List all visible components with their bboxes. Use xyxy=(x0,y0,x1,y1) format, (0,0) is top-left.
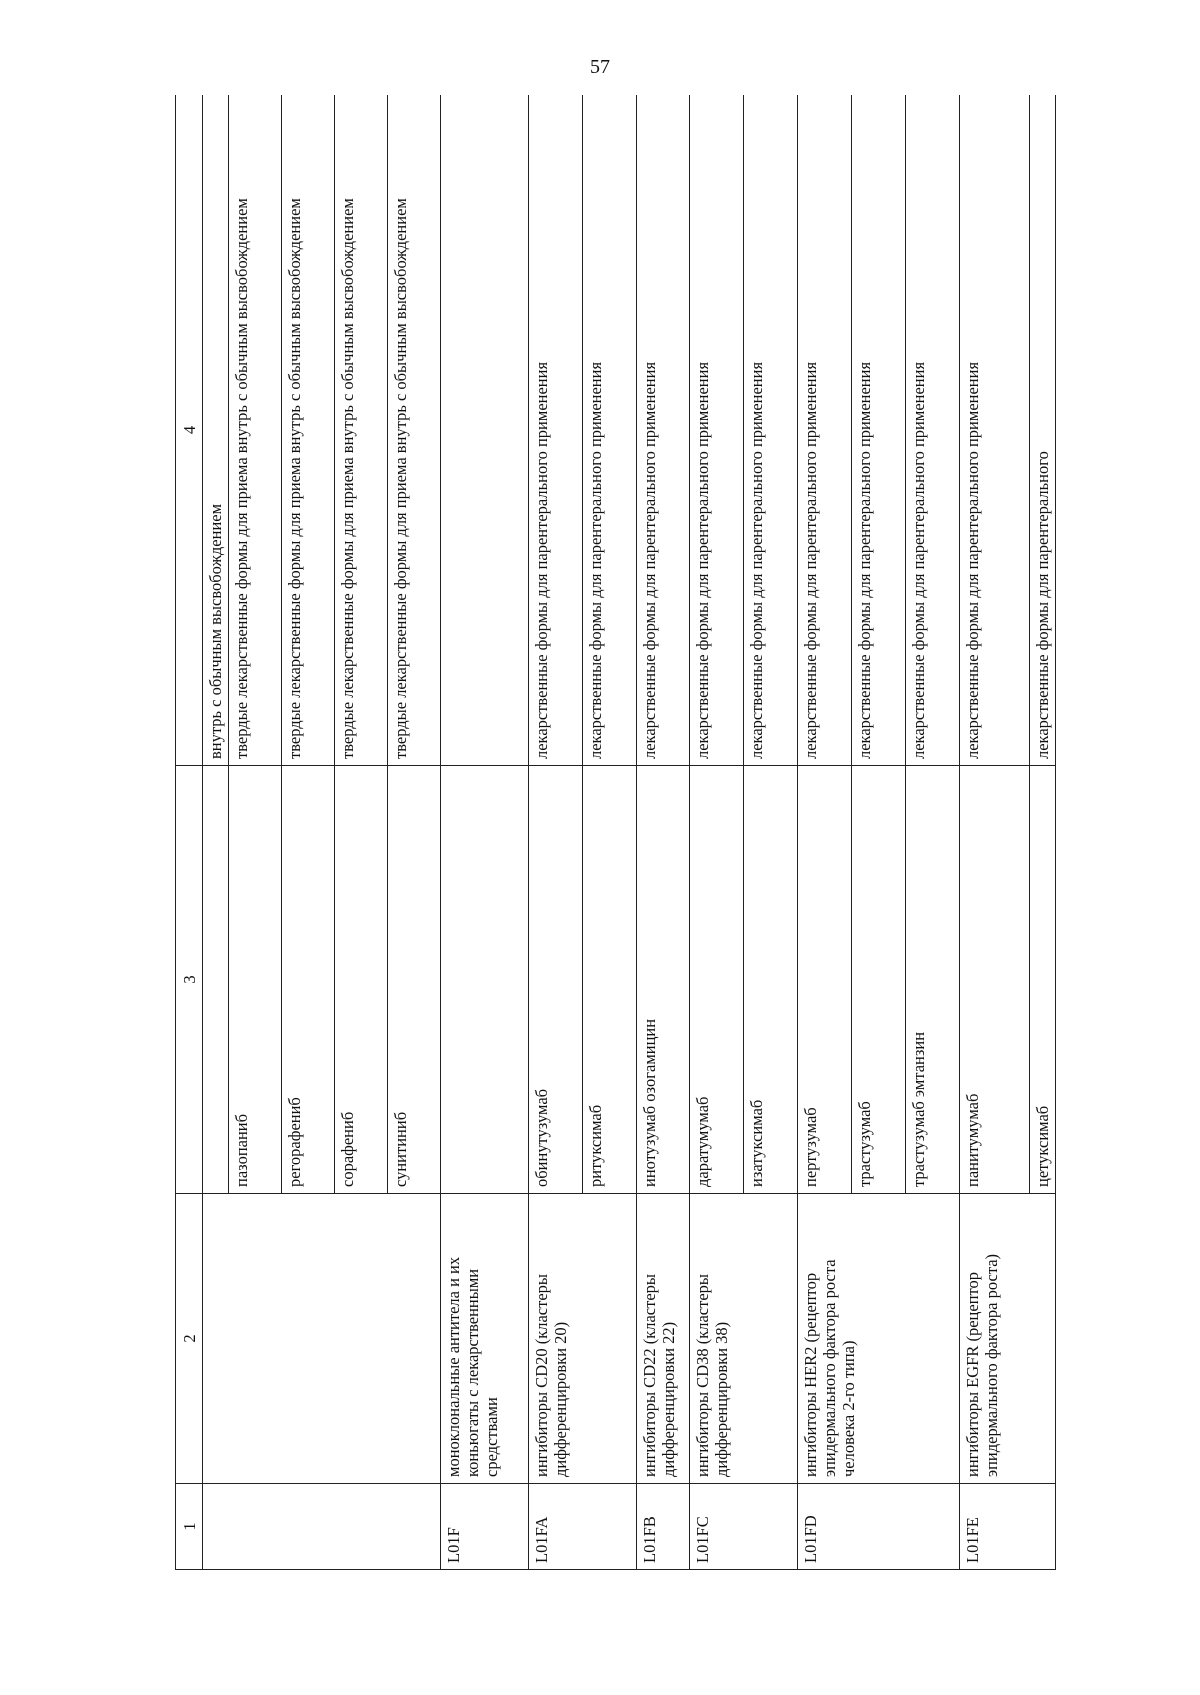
dosage-form-cell: лекарственные формы для парентерального применения xyxy=(690,95,744,766)
column-number-3: 3 xyxy=(176,766,203,1194)
atc-code-cell: L01F xyxy=(441,1484,529,1570)
group-cell: ингибиторы CD38 (кластеры дифференцировки 38) xyxy=(690,1194,798,1484)
atc-code-cell: L01FE xyxy=(960,1484,1056,1570)
substance-cell: цетуксимаб xyxy=(1030,766,1056,1194)
group-cell: ингибиторы CD22 (кластеры дифференцировки 22) xyxy=(637,1194,690,1484)
substance-cell: трастузумаб эмтанзин xyxy=(906,766,960,1194)
table-row xyxy=(798,95,852,1570)
dosage-form-cell: лекарственные формы для парентерального применения xyxy=(529,95,583,766)
substance-cell: пертузумаб xyxy=(798,766,852,1194)
table-row xyxy=(690,95,744,1570)
substance-cell xyxy=(203,766,229,1194)
group-cell: ингибиторы CD20 (кластеры дифференцировки 20) xyxy=(529,1194,637,1484)
table-row xyxy=(637,95,690,1570)
substance-cell: инотузумаб озогамицин xyxy=(637,766,690,1194)
table-row xyxy=(203,95,229,1570)
page-number: 57 xyxy=(590,56,610,78)
column-number-row xyxy=(176,95,203,1570)
group-cell xyxy=(203,1194,441,1484)
dosage-form-cell: лекарственные формы для парентерального применения xyxy=(637,95,690,766)
substance-cell: обинутузумаб xyxy=(529,766,583,1194)
substance-cell: пазопаниб xyxy=(229,766,282,1194)
group-cell: моноклональные антитела и их коньюгаты с лекарственными средствами xyxy=(441,1194,529,1484)
atc-code-cell: L01FD xyxy=(798,1484,960,1570)
dosage-form-cell: твердые лекарственные формы для приема внутрь с обычным высвобождением xyxy=(335,95,388,766)
substance-cell: изатуксимаб xyxy=(744,766,798,1194)
dosage-form-cell: лекарственные формы для парентерального xyxy=(1030,95,1056,766)
atc-code-cell: L01FA xyxy=(529,1484,637,1570)
table-row xyxy=(529,95,583,1570)
substance-cell: ритуксимаб xyxy=(583,766,637,1194)
dosage-form-cell: лекарственные формы для парентерального применения xyxy=(960,95,1030,766)
column-number-2: 2 xyxy=(176,1194,203,1484)
group-cell: ингибиторы EGFR (рецептор эпидермального фактора роста) xyxy=(960,1194,1056,1484)
column-number-4: 4 xyxy=(176,95,203,766)
substance-cell: даратумумаб xyxy=(690,766,744,1194)
dosage-form-cell: твердые лекарственные формы для приема внутрь с обычным высвобождением xyxy=(388,95,441,766)
atc-code-cell: L01FC xyxy=(690,1484,798,1570)
dosage-form-cell: лекарственные формы для парентерального применения xyxy=(744,95,798,766)
atc-code-cell xyxy=(203,1484,441,1570)
table-row xyxy=(441,95,529,1570)
substance-cell: трастузумаб xyxy=(852,766,906,1194)
substance-cell: панитумумаб xyxy=(960,766,1030,1194)
table-row xyxy=(960,95,1030,1570)
group-cell: ингибиторы HER2 (рецептор эпидермального фактора роста человека 2-го типа) xyxy=(798,1194,960,1484)
substance-cell: сунитиниб xyxy=(388,766,441,1194)
column-number-1: 1 xyxy=(176,1484,203,1570)
drug-table xyxy=(175,95,1056,1570)
atc-code-cell: L01FB xyxy=(637,1484,690,1570)
table-container xyxy=(175,95,1130,1570)
dosage-form-cell: внутрь с обычным высвобождением xyxy=(203,95,229,766)
dosage-form-cell: твердые лекарственные формы для приема внутрь с обычным высвобождением xyxy=(282,95,335,766)
substance-cell: сорафениб xyxy=(335,766,388,1194)
rotated-page-content xyxy=(175,95,1130,1570)
dosage-form-cell xyxy=(441,95,529,766)
substance-cell xyxy=(441,766,529,1194)
substance-cell: регорафениб xyxy=(282,766,335,1194)
dosage-form-cell: лекарственные формы для парентерального применения xyxy=(583,95,637,766)
dosage-form-cell: лекарственные формы для парентерального применения xyxy=(798,95,852,766)
dosage-form-cell: твердые лекарственные формы для приема внутрь с обычным высвобождением xyxy=(229,95,282,766)
dosage-form-cell: лекарственные формы для парентерального применения xyxy=(852,95,906,766)
dosage-form-cell: лекарственные формы для парентерального применения xyxy=(906,95,960,766)
